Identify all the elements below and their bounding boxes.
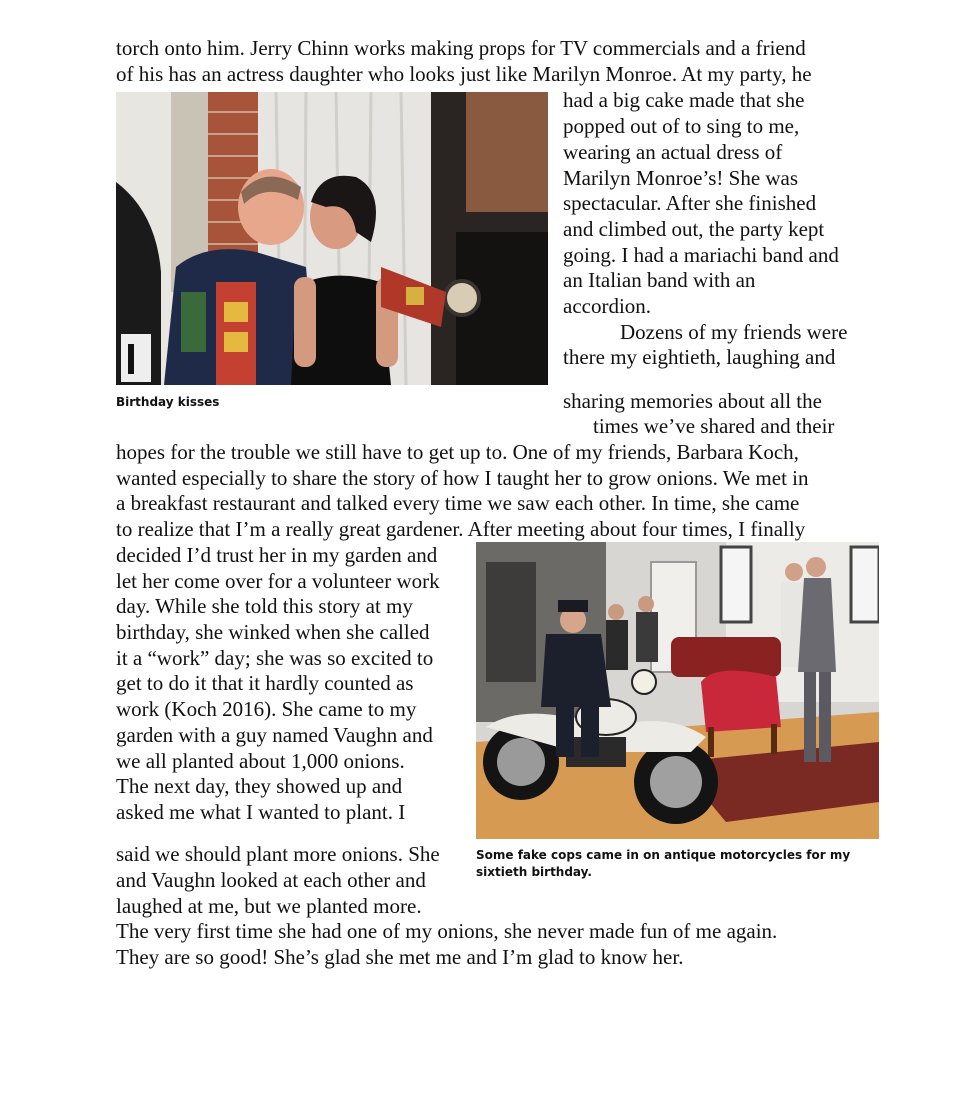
body-text-line: hopes for the trouble we still have to get up to. One of my friends, Barbara Koch, bbox=[116, 440, 799, 464]
body-text-line: and Vaughn looked at each other and bbox=[116, 868, 426, 892]
body-text-line: let her come over for a volunteer work bbox=[116, 569, 440, 593]
body-text-line: we all planted about 1,000 onions. bbox=[116, 749, 405, 773]
body-text-line: They are so good! She’s glad she met me and I’m glad to know her. bbox=[116, 945, 684, 969]
body-text-line: Dozens of my friends were bbox=[620, 320, 848, 344]
body-text-line: there my eightieth, laughing and bbox=[563, 345, 836, 369]
body-text-line: to realize that I’m a really great gardener. After meeting about four times, I finally bbox=[116, 517, 806, 541]
motorcycle-cops-photo bbox=[476, 542, 879, 839]
body-text-line: work (Koch 2016). She came to my bbox=[116, 697, 417, 721]
body-text-line: wearing an actual dress of bbox=[563, 140, 783, 164]
body-text-line: asked me what I wanted to plant. I bbox=[116, 800, 406, 824]
photo-caption: sixtieth birthday. bbox=[476, 865, 592, 879]
body-text-line: accordion. bbox=[563, 294, 652, 318]
body-text-line: decided I’d trust her in my garden and bbox=[116, 543, 438, 567]
body-text-line: torch onto him. Jerry Chinn works making props for TV commercials and a friend bbox=[116, 36, 806, 60]
birthday-kiss-photo bbox=[116, 92, 548, 385]
body-text-line: The very first time she had one of my onions, she never made fun of me again. bbox=[116, 919, 778, 943]
photo-caption: Some fake cops came in on antique motorcycles for my bbox=[476, 848, 851, 862]
body-text-line: and climbed out, the party kept bbox=[563, 217, 825, 241]
body-text-line: had a big cake made that she bbox=[563, 88, 805, 112]
body-text-line: said we should plant more onions. She bbox=[116, 842, 440, 866]
body-text-line: of his has an actress daughter who looks just like Marilyn Monroe. At my party, he bbox=[116, 62, 812, 86]
photo-caption: Birthday kisses bbox=[116, 395, 220, 409]
body-text-line: sharing memories about all the bbox=[563, 389, 822, 413]
body-text-line: garden with a guy named Vaughn and bbox=[116, 723, 433, 747]
body-text-line: Marilyn Monroe’s! She was bbox=[563, 166, 799, 190]
body-text-line: The next day, they showed up and bbox=[116, 774, 403, 798]
body-text-line: a breakfast restaurant and talked every time we saw each other. In time, she came bbox=[116, 491, 800, 515]
body-text-line: day. While she told this story at my bbox=[116, 594, 413, 618]
body-text-line: get to do it that it hardly counted as bbox=[116, 671, 414, 695]
body-text-line: laughed at me, but we planted more. bbox=[116, 894, 422, 918]
body-text-line: going. I had a mariachi band and bbox=[563, 243, 839, 267]
body-text-line: it a “work” day; she was so excited to bbox=[116, 646, 434, 670]
body-text-line: times we’ve shared and their bbox=[593, 414, 835, 438]
body-text-line: wanted especially to share the story of how I taught her to grow onions. We met in bbox=[116, 466, 809, 490]
body-text-line: spectacular. After she finished bbox=[563, 191, 817, 215]
body-text-line: an Italian band with an bbox=[563, 268, 756, 292]
body-text-line: birthday, she winked when she called bbox=[116, 620, 430, 644]
body-text-line: popped out of to sing to me, bbox=[563, 114, 800, 138]
